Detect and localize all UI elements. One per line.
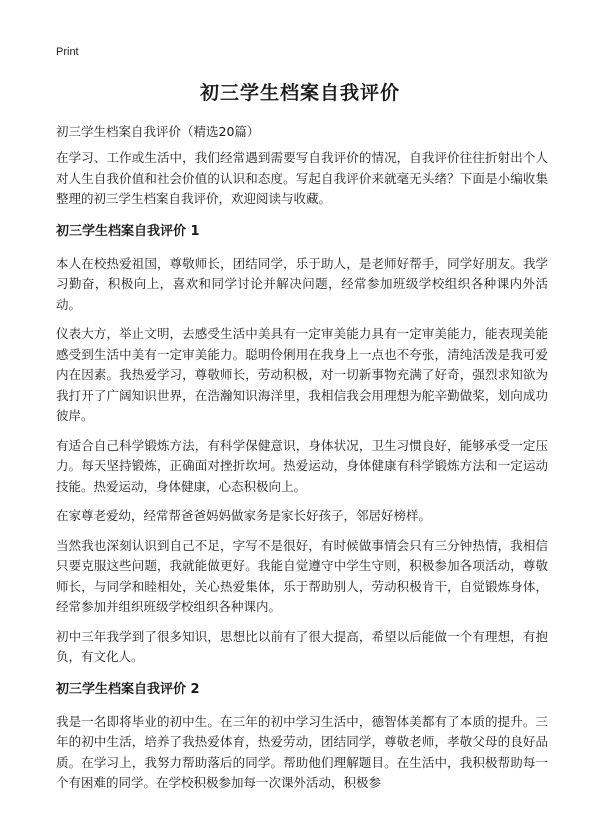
section-paragraph: 初中三年我学到了很多知识，思想比以前有了很大提高，希望以后能做一个有理想，有抱负，有文化人。 [56, 628, 548, 664]
section-paragraph: 我是一名即将毕业的初中生。在三年的初中学习生活中，德智体美都有了本质的提升。三年的初中生活，培养了我热爱体育，热爱劳动，团结同学，尊敬老师，孝敬父母的良好品质。在学习上，我努力帮助落后的同学。帮助他们理解题目。在生活中，我积极帮助每一个有困难的同学。在学校积极参加每一次课外活动，积极参 [56, 713, 548, 790]
print-link[interactable]: Print [56, 46, 79, 58]
section-paragraph: 仪表大方，举止文明，去感受生活中美具有一定审美能力具有一定审美能力，能表现美能感受到生活中美有一定审美能力。聪明伶俐用在我身上一点也不夸张，清纯活泼是我可爱内在因素。我热爱学习，尊敬师长，劳动积极，对一切新事物充满了好奇，强烈求知欲为我打开了广阔知识世界，在浩瀚知识海洋里，我相信我会用理想为舵辛勤做桨，划向成功彼岸。 [56, 326, 548, 423]
page-title: 初三学生档案自我评价 [199, 82, 400, 104]
intro-paragraph: 在学习、工作或生活中，我们经常遇到需要写自我评价的情况，自我评价往往折射出个人对人生自我价值和社会价值的认识和态度。写起自我评价来就毫无头绪？下面是小编收集整理的初三学生档案自我评价，欢迎阅读与收藏。 [56, 150, 548, 206]
section-heading: 初三学生档案自我评价 1 [56, 223, 200, 239]
document-subtitle: 初三学生档案自我评价（精选20篇） [56, 124, 260, 139]
section-paragraph: 有适合自己科学锻炼方法，有科学保健意识，身体状况，卫生习惯良好，能够承受一定压力。每天坚持锻炼，正确面对挫折坎坷。热爱运动，身体健康有科学锻炼方法和一定运动技能。热爱运动，身体健康，心态积极向上。 [56, 437, 548, 494]
section-paragraph: 在家尊老爱幼，经常帮爸爸妈妈做家务是家长好孩子，邻居好榜样。 [56, 508, 432, 523]
document-body [56, 122, 548, 803]
section-paragraph: 当然我也深刻认识到自己不足，字写不是很好，有时候做事情会只有三分钟热情，我相信只要克服这些问题，我就能做更好。我能自觉遵守中学生守则，积极参加各项活动，尊敬师长，与同学和睦相处，关心热爱集体，乐于帮助别人，劳动积极肯干，自觉锻炼身体，经常参加并组织班级学校组织各种课内。 [56, 537, 548, 614]
section-paragraph: 本人在校热爱祖国，尊敬师长，团结同学，乐于助人，是老师好帮手，同学好朋友。我学习勤奋，积极向上，喜欢和同学讨论并解决问题，经常参加班级学校组织各种课内外活动。 [56, 255, 548, 312]
section-heading: 初三学生档案自我评价 2 [56, 681, 200, 697]
